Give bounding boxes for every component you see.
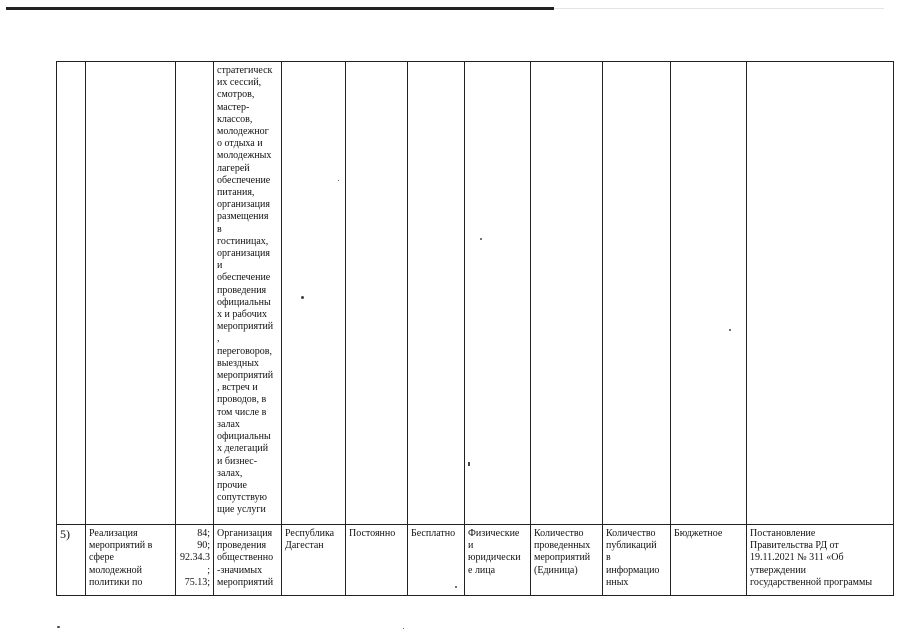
scan-speck bbox=[57, 626, 60, 628]
services-table bbox=[56, 61, 894, 596]
scan-speck bbox=[301, 296, 304, 299]
scan-speck bbox=[455, 586, 457, 588]
cell-service-name: Реализация мероприятий в сфере молодежной политики по bbox=[86, 525, 176, 596]
cell-frequency-empty bbox=[346, 62, 408, 525]
scan-speck bbox=[480, 238, 482, 240]
cell-consumers: Физические и юридически е лица bbox=[465, 525, 531, 596]
cell-number-empty bbox=[57, 62, 86, 525]
cell-quality-empty bbox=[603, 62, 671, 525]
scan-speck bbox=[468, 462, 470, 466]
cell-funding-empty bbox=[671, 62, 747, 525]
scan-speck bbox=[729, 329, 731, 331]
cell-name-empty bbox=[86, 62, 176, 525]
cell-volume-empty bbox=[531, 62, 603, 525]
cell-basis-empty bbox=[747, 62, 894, 525]
cell-legal-basis: Постановление Правительства РД от 19.11.2021 № 311 «Об утверждении государственной программы bbox=[747, 525, 894, 596]
table-row-5 bbox=[57, 525, 894, 596]
cell-payment: Бесплатно bbox=[408, 525, 465, 596]
cell-okved-codes: 84; 90; 92.34.3 ; 75.13; bbox=[176, 525, 214, 596]
cell-codes-empty bbox=[176, 62, 214, 525]
cell-activity-text: стратегическ их сессий, смотров, мастер- классов, молодежног о отдыха и молодежных лагерей обеспечение питания, организация размещения в гостиницах, организация и обеспечение проведения официальны х и рабочих мероприятий , переговоров, выездных мероприятий , встреч и проводов, в том числе в залах официальны х делегаций и бизнес- залах, прочие сопутствую щие услуги bbox=[214, 62, 282, 525]
scan-speck bbox=[338, 180, 339, 181]
header-rule bbox=[6, 7, 554, 10]
cell-region: Республика Дагестан bbox=[282, 525, 346, 596]
cell-volume-indicator: Количество проведенных мероприятий (Единица) bbox=[531, 525, 603, 596]
cell-payment-empty bbox=[408, 62, 465, 525]
scan-speck bbox=[403, 628, 404, 629]
cell-funding: Бюджетное bbox=[671, 525, 747, 596]
cell-consumers-empty bbox=[465, 62, 531, 525]
cell-region-empty bbox=[282, 62, 346, 525]
cell-quality-indicator: Количество публикаций в информацио нных bbox=[603, 525, 671, 596]
header-rule-faint bbox=[554, 8, 884, 9]
cell-service-content: Организация проведения общественно -значимых мероприятий bbox=[214, 525, 282, 596]
cell-frequency: Постоянно bbox=[346, 525, 408, 596]
table-row-continued bbox=[57, 62, 894, 525]
cell-row-number: 5) bbox=[57, 525, 86, 596]
